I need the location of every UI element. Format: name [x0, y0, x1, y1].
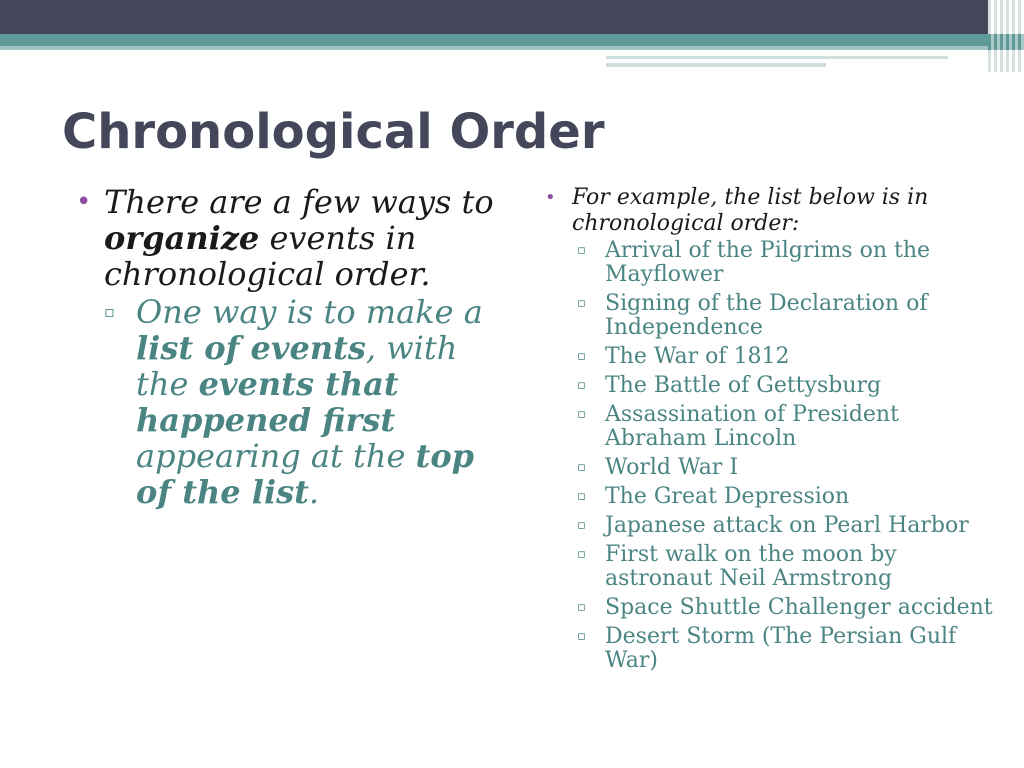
header-band-teal: [0, 34, 1024, 46]
left-column: [76, 184, 506, 510]
square-bullet-icon: ▫: [577, 460, 586, 475]
list-item: [545, 625, 1005, 673]
event-text: First walk on the moon by astronaut Neil Armstrong: [605, 542, 897, 591]
list-item: [545, 292, 1005, 340]
list-item: [545, 374, 1005, 398]
list-item: [545, 456, 1005, 480]
list-item: [545, 596, 1005, 620]
event-text: Signing of the Declaration of Independence: [605, 291, 928, 340]
list-item: [545, 403, 1005, 451]
right-intro-text: For example, the list below is in chronological order:: [572, 185, 929, 236]
header-accent-line: [606, 56, 948, 59]
event-text: Assassination of President Abraham Lincoln: [605, 402, 899, 451]
list-item: [545, 345, 1005, 369]
left-sub-bold-3: top of the list: [136, 437, 475, 511]
left-sub-bold-1: list of events: [136, 329, 366, 367]
left-intro-bold: organize: [104, 219, 260, 257]
left-sub-text-4: .: [308, 473, 320, 511]
event-text: Space Shuttle Challenger accident: [605, 595, 993, 620]
square-bullet-icon: ▫: [577, 629, 586, 644]
header-band-light: [0, 46, 1024, 50]
square-bullet-icon: ▫: [577, 243, 586, 258]
event-text: Arrival of the Pilgrims on the Mayflower: [605, 238, 931, 287]
header-stripes-teal: [988, 34, 1024, 50]
header-band-dark: [0, 0, 1024, 34]
left-sub-bullet: [104, 294, 506, 510]
event-text: Japanese attack on Pearl Harbor: [605, 513, 969, 538]
square-bullet-icon: ▫: [577, 518, 586, 533]
right-column: [545, 185, 1005, 678]
left-sub-text-1: One way is to make a: [136, 293, 483, 331]
event-text: The Great Depression: [605, 484, 850, 509]
square-bullet-icon: ▫: [577, 547, 586, 562]
left-intro-text: There are a few ways to: [104, 183, 494, 221]
square-bullet-icon: ▫: [577, 407, 586, 422]
bullet-dot-icon: •: [76, 187, 92, 217]
slide-title: Chronological Order: [62, 104, 605, 160]
event-text: World War I: [605, 455, 739, 480]
event-text: The Battle of Gettysburg: [605, 373, 882, 398]
left-intro-text-end: events in chronological order.: [104, 219, 431, 293]
square-bullet-icon: ▫: [577, 378, 586, 393]
list-item: [545, 514, 1005, 538]
left-sub-text-3: appearing at the: [136, 437, 416, 475]
square-bullet-icon: ▫: [577, 296, 586, 311]
events-list: [545, 239, 1005, 673]
left-main-bullet: [76, 184, 506, 292]
square-bullet-icon: ▫: [104, 302, 115, 321]
bullet-dot-icon: •: [545, 187, 556, 208]
left-sub-text-2: , with the: [136, 329, 458, 403]
header-accent-line-short: [606, 63, 826, 67]
event-text: The War of 1812: [605, 344, 790, 369]
square-bullet-icon: ▫: [577, 349, 586, 364]
event-text: Desert Storm (The Persian Gulf War): [605, 624, 957, 673]
square-bullet-icon: ▫: [577, 489, 586, 504]
list-item: [545, 485, 1005, 509]
list-item: [545, 543, 1005, 591]
left-sub-bold-2: events that happened first: [136, 365, 399, 439]
right-main-bullet: [545, 185, 1005, 237]
square-bullet-icon: ▫: [577, 600, 586, 615]
list-item: [545, 239, 1005, 287]
